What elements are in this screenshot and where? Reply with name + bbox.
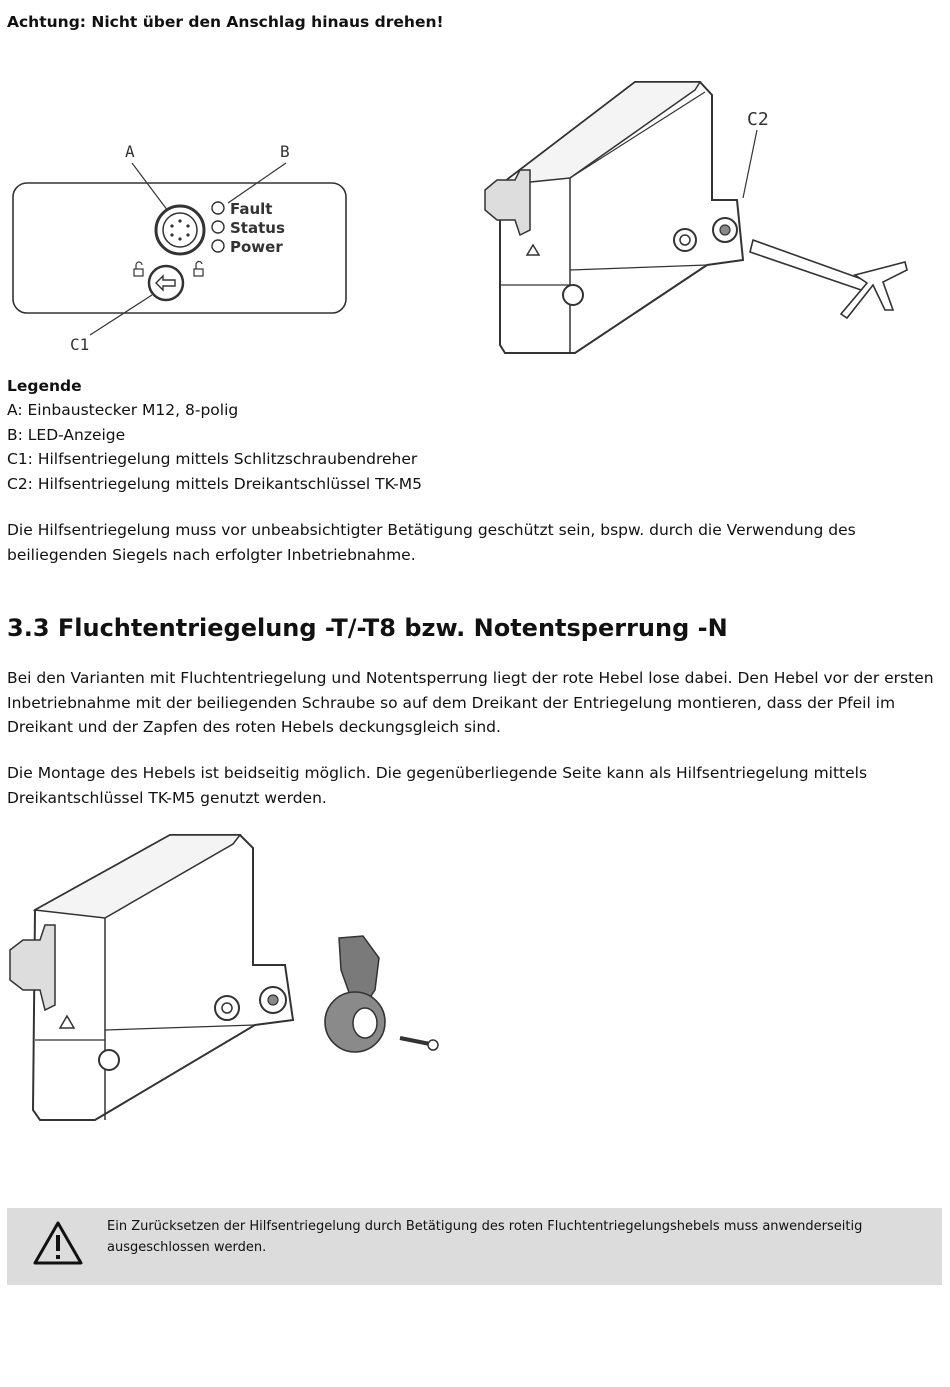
led-power-label: Power	[230, 238, 283, 256]
label-c2: C2	[747, 109, 769, 130]
caution-box	[7, 1208, 942, 1285]
legend-item: B: LED-Anzeige	[7, 426, 126, 444]
warning-triangle-icon	[32, 1220, 84, 1266]
device-key-figure	[475, 70, 915, 360]
front-panel-figure	[10, 135, 440, 355]
legend-item: C2: Hilfsentriegelung mittels Dreikantschlüssel TK-M5	[7, 475, 423, 493]
lever-mounting-figure	[5, 830, 445, 1130]
paragraph-mounting: Die Montage des Hebels ist beidseitig möglich. Die gegenüberliegende Seite kann als Hilfsentriegelung mittels Dreikantschlüssel TK-M5 genutzt werden.	[7, 764, 868, 807]
legend-item: C1: Hilfsentriegelung mittels Schlitzschraubendreher	[7, 450, 418, 468]
section-heading: 3.3 Fluchtentriegelung -T/-T8 bzw. Notentsperrung -N	[7, 614, 728, 642]
led-status-label: Status	[230, 219, 285, 237]
led-fault-label: Fault	[230, 200, 273, 218]
legend-title: Legende	[7, 377, 82, 395]
warning-heading: Achtung: Nicht über den Anschlag hinaus drehen!	[7, 13, 444, 31]
label-a: A	[125, 142, 135, 161]
paragraph-protection: Die Hilfsentriegelung muss vor unbeabsichtigter Betätigung geschützt sein, bspw. durch die Verwendung des beiliegenden Siegels nach erfolgter Inbetriebnahme.	[7, 521, 856, 564]
legend-item: A: Einbaustecker M12, 8-polig	[7, 401, 239, 419]
paragraph-lever: Bei den Varianten mit Fluchtentriegelung und Notentsperrung liegt der rote Hebel lose dabei. Den Hebel vor der ersten Inbetriebnahme mit der beiliegenden Schraube so auf dem Dreikant der Entriegelung montieren, dass der Pfeil im Dreikant und der Zapfen des roten Hebels deckungsgleich sind.	[7, 669, 934, 736]
caution-text: Ein Zurücksetzen der Hilfsentriegelung durch Betätigung des roten Fluchtentriegelungshebels muss anwenderseitig ausgeschlossen werden.	[107, 1219, 863, 1255]
label-c1: C1	[70, 335, 90, 354]
label-b: B	[280, 142, 290, 161]
